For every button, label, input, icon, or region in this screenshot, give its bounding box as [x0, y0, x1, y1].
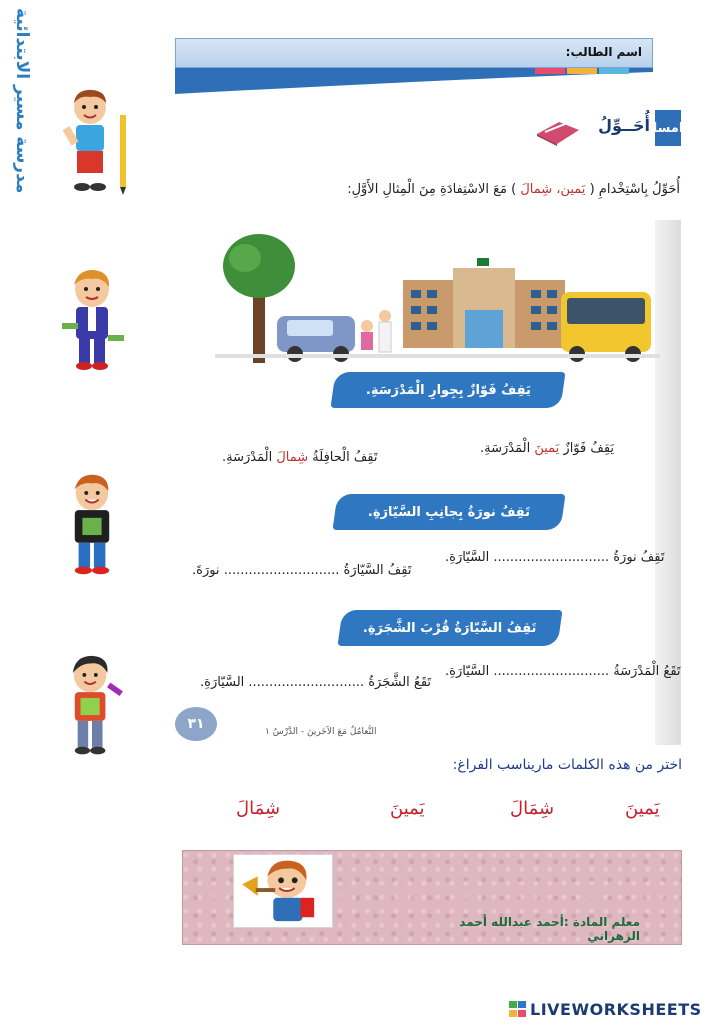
boy-with-bell-illustration [233, 854, 333, 928]
liveworksheets-logo-icon [508, 999, 528, 1019]
word-bank-item[interactable]: يَمينَ [390, 798, 425, 819]
school-name-vertical: مدرسة مسير الابتدائية [12, 8, 32, 194]
boy-with-book-illustration [52, 470, 132, 580]
section-title: أُحَــوِّلُ [598, 116, 650, 135]
exercise-3-sentence-right: تَقَعُ الْمَدْرَسَةُ ............................ السَّيّارَةِ. [445, 664, 681, 679]
word-bank-item[interactable]: يَمينَ [625, 798, 660, 819]
word-bank-item[interactable]: شِمَالَ [236, 798, 281, 819]
exercise-1-example-left: تَقِفُ الْحافِلَةُ شِمالَ الْمَدْرَسَةِ. [222, 450, 378, 465]
boy-in-suit-illustration [52, 265, 132, 375]
instruction-text: أُحَوِّلُ بِاسْتِخْدامِ ( يَمين، شِمالَ ) مَعَ الاسْتِفادَةِ مِنَ الْمِثالِ الأَوَّلِ: [347, 182, 680, 197]
exercise-1-example-right: يَقِفُ فَوّازٌ يَمينَ الْمَدْرَسَةِ. [480, 441, 615, 456]
choose-words-instruction: اختر من هذه الكلمات ماريناسب الفراغ: [452, 757, 682, 773]
school-scene-illustration [215, 228, 660, 368]
teacher-name: معلم المادة :أحمد عبدالله أحمد الزهراني [459, 915, 640, 943]
exercise-3-banner: تَقِفُ السَّيّارَةُ قُرْبَ الشَّجَرَةِ. [337, 610, 562, 646]
section-number-tag: امسا [655, 110, 681, 146]
liveworksheets-brand-text: LIVEWORKSHEETS [530, 999, 702, 1019]
liveworksheets-brand [508, 998, 723, 1020]
lesson-footer: التَّعامُلُ مَعَ الآخَرينَ - الدَّرْسُ ١ [265, 727, 377, 737]
exercise-2-sentence-right: تَقِفُ نورَةُ ............................ السَّيّارَةِ. [445, 550, 665, 565]
boy-with-pencil-illustration [52, 85, 132, 195]
exercise-2-sentence-left: تَقِفُ السَّيّارَةُ ............................ نورَةَ. [192, 563, 412, 578]
exercise-2-banner: تَقِفُ نورَةُ بِجانِبِ السَّيّارَةِ. [332, 494, 565, 530]
student-name-label: اسم الطالب: [565, 45, 642, 59]
student-name-header [175, 38, 653, 68]
exercise-3-sentence-left: تَقَعُ الشَّجَرَةُ ............................ السَّيّارَةِ. [200, 675, 432, 690]
exercise-1-banner: يَقِفُ فَوّازٌ بِجِوارِ الْمَدْرَسَةِ. [330, 372, 565, 408]
header-decor-wave [175, 68, 653, 96]
boy-with-crayon-illustration [52, 652, 132, 762]
book-icon [535, 118, 581, 146]
word-bank-item[interactable]: شِمَالَ [510, 798, 555, 819]
page-number-badge: ٣١ [175, 707, 217, 741]
instruction-highlight-words: يَمين، شِمالَ [520, 182, 586, 197]
